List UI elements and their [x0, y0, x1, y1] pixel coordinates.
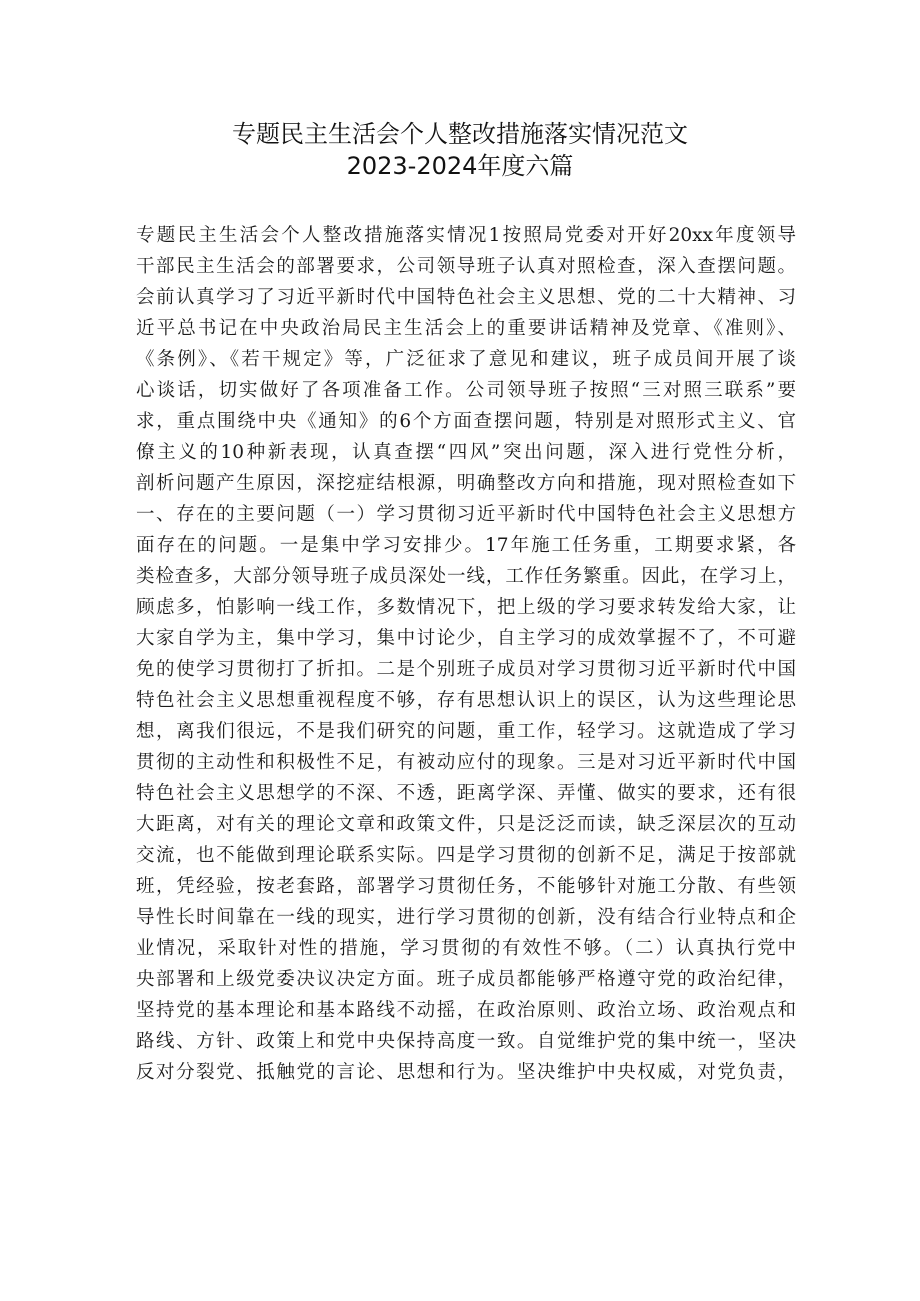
document-title: [0, 118, 920, 182]
body-text-line: 干部民主生活会的部署要求，公司领导班子认真对照检查，深入查摆问题。: [136, 256, 796, 277]
body-text-line: 坚持党的基本理论和基本路线不动摇，在政治原则、政治立场、政治观点和: [136, 1000, 796, 1021]
body-text-line: 类检查多，大部分领导班子成员深处一线，工作任务繁重。因此，在学习上，: [136, 566, 796, 587]
body-text-line: 大距离，对有关的理论文章和政策文件，只是泛泛而读，缺乏深层次的互动: [136, 814, 796, 835]
body-text-line: 面存在的问题。一是集中学习安排少。17年施工任务重，工期要求紧，各: [136, 535, 796, 556]
body-text-line: 免的使学习贯彻打了折扣。二是个别班子成员对学习贯彻习近平新时代中国: [136, 659, 796, 680]
body-text-line: 顾虑多，怕影响一线工作，多数情况下，把上级的学习要求转发给大家，让: [136, 597, 796, 618]
document-body: [136, 220, 796, 1088]
title-line-1: 专题民主生活会个人整改措施落实情况范文: [232, 120, 688, 148]
body-text-line: 《条例》、《若干规定》等，广泛征求了意见和建议，班子成员间开展了谈: [136, 349, 796, 370]
body-text-line: 交流，也不能做到理论联系实际。四是学习贯彻的创新不足，满足于按部就: [136, 845, 796, 866]
body-text-line: 业情况，采取针对性的措施，学习贯彻的有效性不够。（二）认真执行党中: [136, 938, 796, 959]
body-text-line: 班，凭经验，按老套路，部署学习贯彻任务，不能够针对施工分散、有些领: [136, 876, 796, 897]
body-text-line: 贯彻的主动性和积极性不足，有被动应付的现象。三是对习近平新时代中国: [136, 752, 796, 773]
body-text-line: 想，离我们很远，不是我们研究的问题，重工作，轻学习。这就造成了学习: [136, 721, 796, 742]
body-text-line: 会前认真学习了习近平新时代中国特色社会主义思想、党的二十大精神、习: [136, 287, 796, 308]
body-text-line: 近平总书记在中央政治局民主生活会上的重要讲话精神及党章、《准则》、: [136, 318, 796, 339]
body-text-line: 特色社会主义思想重视程度不够，存有思想认识上的误区，认为这些理论思: [136, 690, 796, 711]
title-line-2: 2023-2024年度六篇: [346, 152, 574, 180]
body-text-line: 导性长时间靠在一线的现实，进行学习贯彻的创新，没有结合行业特点和企: [136, 907, 796, 928]
body-text-line: 路线、方针、政策上和党中央保持高度一致。自觉维护党的集中统一，坚决: [136, 1031, 796, 1052]
body-text-line: 大家自学为主，集中学习，集中讨论少，自主学习的成效掌握不了，不可避: [136, 628, 796, 649]
body-text-line: 心谈话，切实做好了各项准备工作。公司领导班子按照“三对照三联系”要: [136, 380, 796, 401]
body-text-line: 央部署和上级党委决议决定方面。班子成员都能够严格遵守党的政治纪律，: [136, 969, 796, 990]
body-text-line: 剖析问题产生原因，深挖症结根源，明确整改方向和措施，现对照检查如下: [136, 473, 796, 494]
body-text-line: 专题民主生活会个人整改措施落实情况1按照局党委对开好20xx年度领导: [136, 225, 796, 246]
body-text-line: 一、存在的主要问题（一）学习贯彻习近平新时代中国特色社会主义思想方: [136, 504, 796, 525]
body-text-line: 反对分裂党、抵触党的言论、思想和行为。坚决维护中央权威，对党负责，: [136, 1062, 796, 1083]
body-text-line: 求，重点围绕中央《通知》的6个方面查摆问题，特别是对照形式主义、官: [136, 411, 796, 432]
body-text-line: 僚主义的10种新表现，认真查摆“四风”突出问题，深入进行党性分析，: [136, 442, 796, 463]
body-text-line: 特色社会主义思想学的不深、不透，距离学深、弄懂、做实的要求，还有很: [136, 783, 796, 804]
